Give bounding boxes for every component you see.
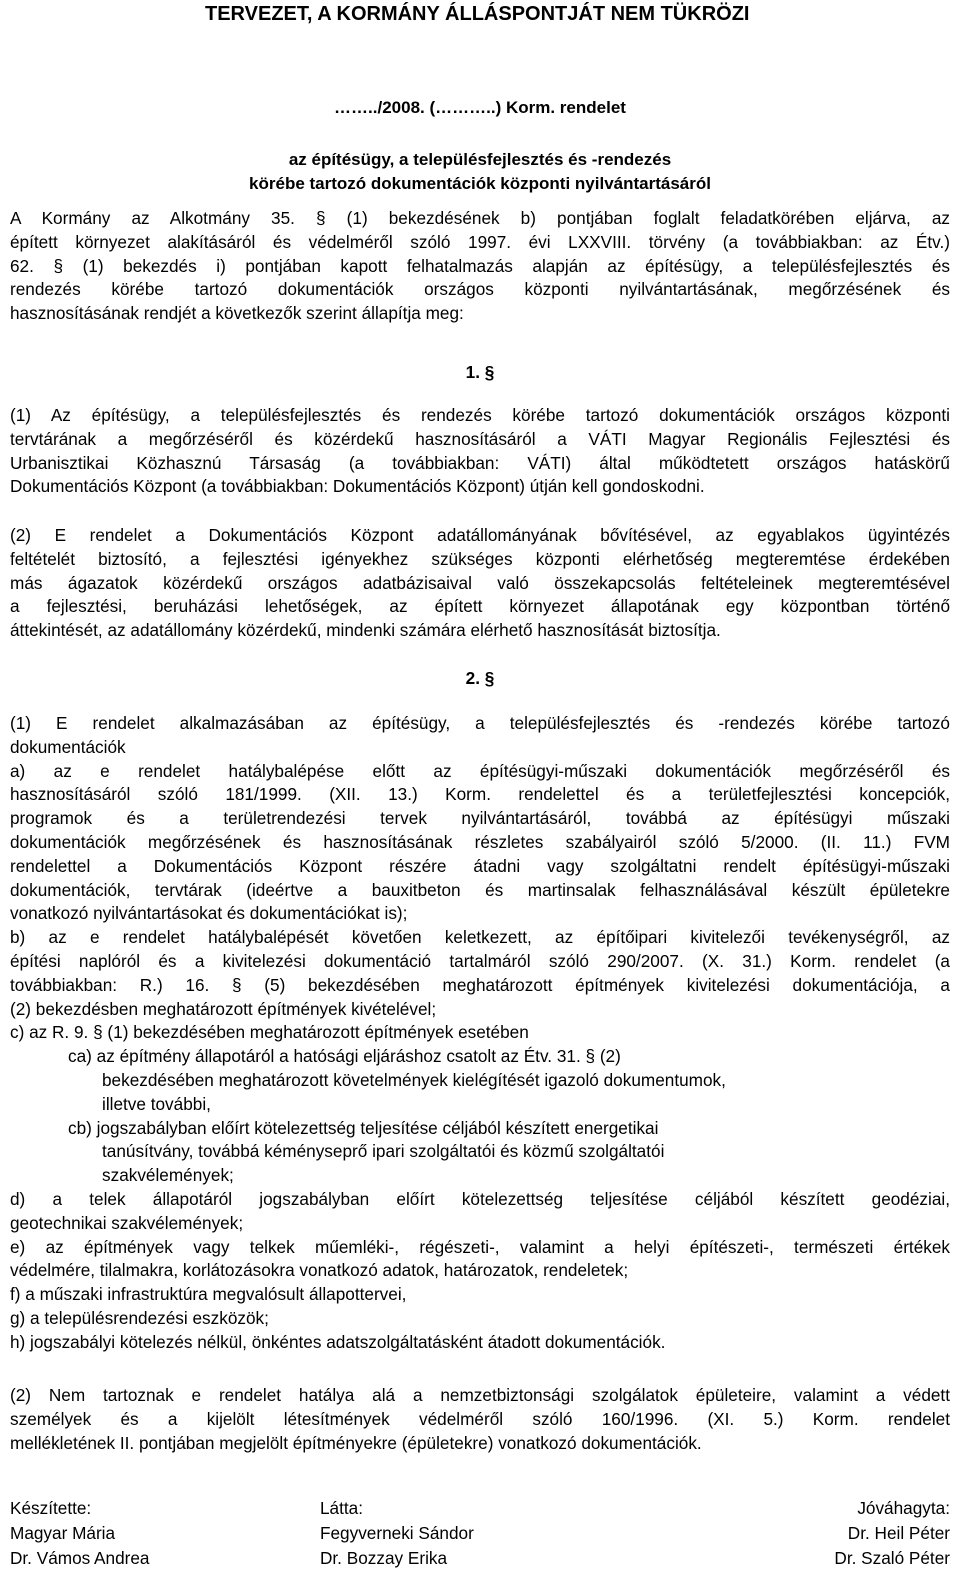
paragraph-line: személyek és a kijelölt létesítmények védelméről szóló 160/1996. (XI. 5.) Korm. rendelet	[10, 1408, 950, 1429]
paragraph-line: továbbiakban: R.) 16. § (5) bekezdésében meghatározott építmények kivitelezési dokumentációja, a	[10, 974, 950, 995]
paragraph-line: dokumentációk, tervtárak (ideértve a bauxitbeton és martinsalak felhasználásával készült épületekre	[10, 879, 950, 900]
decree-number: ……../2008. (………..) Korm. rendelet	[334, 98, 626, 117]
paragraph-line: tervtárának a megőrzéséről és közérdekű hasznosításáról a VÁTI Magyar Regionális Fejlesztési és	[10, 428, 950, 449]
prepared-name: Dr. Vámos Andrea	[10, 1548, 150, 1568]
preamble-line: 62. § (1) bekezdés i) pontjában kapott felhatalmazás alapján az építésügy, a településfejlesztés és	[10, 255, 950, 276]
paragraph-line: g) a településrendezési eszközök;	[10, 1307, 269, 1328]
paragraph-line: vonatkozó nyilvántartásokat és dokumentációkat is);	[10, 903, 408, 924]
decree-title-line2: körébe tartozó dokumentációk központi nyilvántartásáról	[249, 174, 711, 193]
paragraph-line: a fejlesztési, beruházási lehetőségek, az épített környezet állapotának egy központban történő	[10, 596, 950, 617]
paragraph-line: bekezdésében meghatározott követelmények kielégítését igazoló dokumentumok,	[102, 1069, 726, 1090]
draft-notice: TERVEZET, A KORMÁNY ÁLLÁSPONTJÁT NEM TÜKRÖZI	[205, 3, 750, 25]
paragraph-line: b) az e rendelet hatálybalépését követően keletkezett, az építőipari kivitelezői tevékenységről, az	[10, 927, 950, 948]
section-2-paragraph-1	[10, 712, 950, 1355]
section-1-heading: 1. §	[465, 362, 495, 382]
paragraph-line: illetve további,	[102, 1093, 211, 1114]
seen-name: Fegyverneki Sándor	[320, 1523, 474, 1543]
paragraph-line: (2) Nem tartoznak e rendelet hatálya alá a nemzetbiztonsági szolgálatok épületeire, valamint a védett	[10, 1385, 950, 1405]
paragraph-line: rendelettel a Dokumentációs Központ részére átadni vagy szolgáltatni rendelt építésügyi-műszaki	[10, 855, 950, 876]
paragraph-line: (1) E rendelet alkalmazásában az építésügy, a településfejlesztés és -rendezés körébe tartozó	[10, 713, 950, 733]
paragraph-line: h) jogszabályi kötelezés nélkül, önkéntes adatszolgáltatásként átadott dokumentációk.	[10, 1331, 666, 1352]
section-1-paragraph-1	[10, 404, 950, 499]
decree-title-line1: az építésügy, a településfejlesztés és -rendezés	[288, 150, 672, 169]
paragraph-line: dokumentációk megőrzésének és hasznosításának részletes szabályairól szóló 5/2000. (II. 11.) FVM	[10, 831, 950, 852]
paragraph-line: (2) E rendelet a Dokumentációs Központ adatállományának bővítésével, az egyablakos ügyintézés	[10, 525, 950, 545]
preamble-line: rendezés körébe tartozó dokumentációk országos központi nyilvántartásának, megőrzésének és	[10, 279, 950, 300]
paragraph-line: védelmére, tilalmakra, korlátozásokra vonatkozó adatok, határozatok, rendeletek;	[10, 1260, 629, 1281]
approved-name: Dr. Szaló Péter	[834, 1548, 950, 1568]
paragraph-line: f) a műszaki infrastruktúra megvalósult állapottervei,	[10, 1284, 407, 1305]
preamble-line: hasznosításának rendjét a következők szerint állapítja meg:	[10, 303, 464, 324]
prepared-by-block	[10, 1496, 149, 1571]
paragraph-line: (1) Az építésügy, a településfejlesztés és rendezés körébe tartozó dokumentációk országos központi	[10, 405, 950, 425]
paragraph-line: dokumentációk	[10, 736, 126, 757]
paragraph-line: feltételét biztosító, a fejlesztési igényekhez szükséges központi elérhetőség megteremtése érdekében	[10, 548, 950, 569]
paragraph-line: cb) jogszabályban előírt kötelezettség teljesítése céljából készített energetikai	[68, 1117, 659, 1138]
approved-name: Dr. Heil Péter	[847, 1523, 950, 1543]
paragraph-line: a) az e rendelet hatálybalépése előtt az építésügyi-műszaki dokumentációk megőrzéséről és	[10, 760, 950, 781]
paragraph-line: Dokumentációs Központ (a továbbiakban: Dokumentációs Központ) útján kell gondoskodni.	[10, 476, 705, 497]
paragraph-line: Urbanisztikai Közhasznú Társaság (a továbbiakban: VÁTI) által működtetett országos hatáskörű	[10, 452, 950, 473]
paragraph-line: építési naplóról és a kivitelezési dokumentáció tartalmáról szóló 290/2007. (X. 31.) Korm. rendelet (a	[10, 950, 950, 971]
paragraph-line: áttekintését, az adatállomány közérdekű, mindenki számára elérhető hasznosítását biztosítja.	[10, 620, 721, 641]
paragraph-line: más ágazatok közérdekű országos adatbázisaival való összekapcsolás feltételeinek megteremtésével	[10, 572, 950, 593]
section-2-heading: 2. §	[465, 668, 495, 688]
preamble	[10, 207, 950, 326]
paragraph-line: (2) bekezdésben meghatározott építmények kivételével;	[10, 998, 437, 1019]
paragraph-line: szakvélemények;	[102, 1165, 234, 1186]
approved-by-block	[834, 1496, 950, 1571]
paragraph-line: mellékletének II. pontjában megjelölt építményekre (épületekre) vonatkozó dokumentációk.	[10, 1432, 702, 1453]
seen-name: Dr. Bozzay Erika	[320, 1548, 448, 1568]
preamble-line: épített környezet alakításáról és védelméről szóló 1997. évi LXXVIII. törvény (a továbbiakban: az Étv.)	[10, 231, 950, 252]
approved-label: Jóváhagyta:	[857, 1498, 950, 1518]
paragraph-line: d) a telek állapotáról jogszabályban előírt kötelezettség teljesítése céljából készített geodéziai,	[10, 1188, 950, 1209]
paragraph-line: hasznosításáról szóló 181/1999. (XII. 13.) Korm. rendelettel és a területfejlesztési koncepciók,	[10, 784, 950, 805]
paragraph-line: tanúsítvány, továbbá kéményseprő ipari szolgáltatói és közmű szolgáltatói	[102, 1141, 665, 1162]
seen-by-block	[320, 1496, 474, 1571]
section-1-paragraph-2	[10, 524, 950, 643]
prepared-name: Magyar Mária	[10, 1523, 116, 1543]
preamble-line: A Kormány az Alkotmány 35. § (1) bekezdésének b) pontjában foglalt feladatkörében eljárva, az	[10, 208, 950, 228]
paragraph-line: geotechnikai szakvélemények;	[10, 1212, 244, 1233]
paragraph-line: ca) az építmény állapotáról a hatósági eljáráshoz csatolt az Étv. 31. § (2)	[68, 1046, 621, 1067]
prepared-label: Készítette:	[10, 1498, 92, 1518]
seen-label: Látta:	[320, 1498, 364, 1518]
paragraph-line: c) az R. 9. § (1) bekezdésében meghatározott építmények esetében	[10, 1022, 529, 1043]
paragraph-line: e) az építmények vagy telkek műemléki-, régészeti-, valamint a helyi építészeti-, természeti értékek	[10, 1236, 950, 1257]
paragraph-line: programok és a területrendezési tervek nyilvántartásáról, továbbá az építésügyi műszaki	[10, 808, 950, 829]
section-2-paragraph-2	[10, 1384, 950, 1455]
